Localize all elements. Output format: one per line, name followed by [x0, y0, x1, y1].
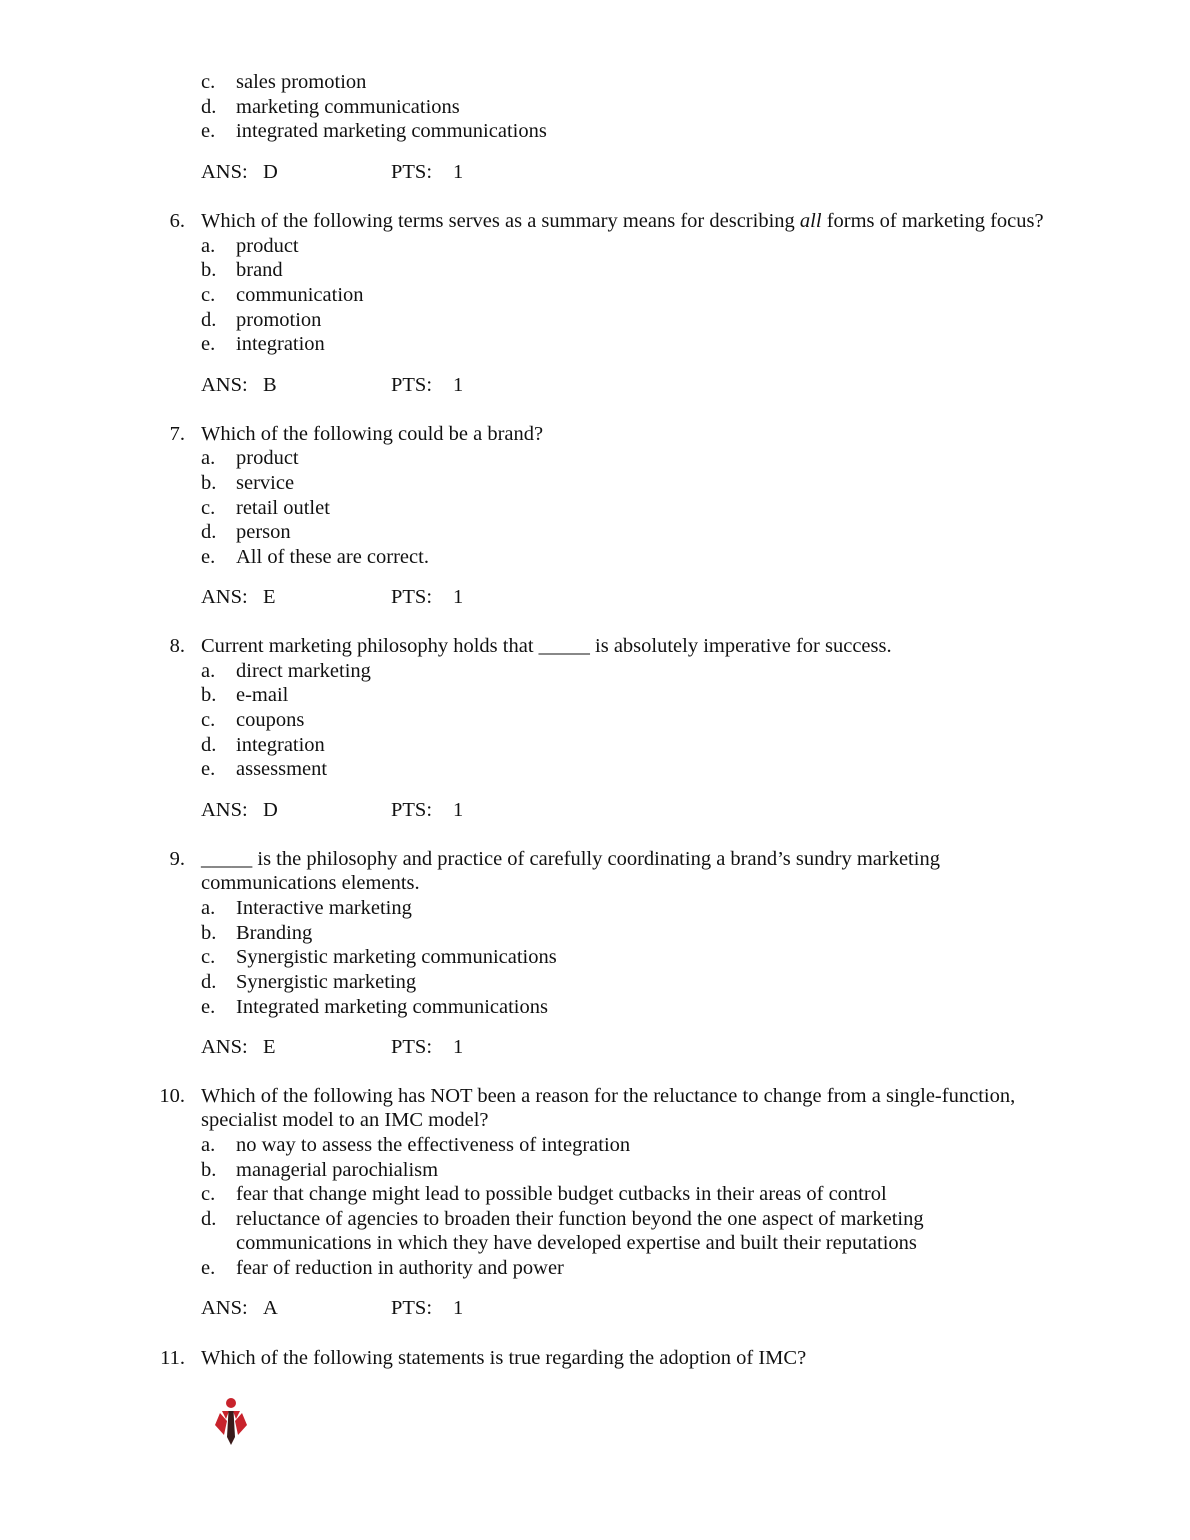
points-value: 1 — [453, 586, 464, 608]
option-letter: e. — [201, 546, 216, 568]
answer-label: ANS: — [201, 1297, 248, 1319]
points-label: PTS: — [391, 1036, 433, 1058]
points-label: PTS: — [391, 586, 433, 608]
option-letter: a. — [201, 660, 216, 682]
question-text: Which of the following could be a brand? — [201, 423, 544, 445]
option-letter: c. — [201, 497, 216, 519]
option-text: marketing communications — [236, 96, 460, 118]
option-letter: a. — [201, 235, 216, 257]
option-letter: b. — [201, 472, 217, 494]
option-letter: e. — [201, 1257, 216, 1279]
option-letter: d. — [201, 971, 217, 993]
question-text-line: specialist model to an IMC model? — [201, 1109, 489, 1131]
option-letter: d. — [201, 309, 217, 331]
points-value: 1 — [453, 799, 464, 821]
option-letter: b. — [201, 1159, 217, 1181]
logo-tie — [227, 1411, 235, 1445]
option-text: retail outlet — [236, 497, 330, 519]
points-value: 1 — [453, 161, 464, 183]
points-label: PTS: — [391, 1297, 433, 1319]
option-text: managerial parochialism — [236, 1159, 439, 1181]
question-number: 9. — [169, 848, 185, 870]
option-letter: b. — [201, 259, 217, 281]
question-number: 10. — [159, 1085, 185, 1107]
option-letter: a. — [201, 447, 216, 469]
option-letter: e. — [201, 996, 216, 1018]
answer-label: ANS: — [201, 161, 248, 183]
option-text: assessment — [236, 758, 328, 780]
option-letter: b. — [201, 922, 217, 944]
option-letter: d. — [201, 1208, 217, 1230]
question-text — [201, 209, 1044, 233]
logo-graphic — [212, 1397, 250, 1447]
answer-label: ANS: — [201, 799, 248, 821]
option-text: integration — [236, 734, 325, 756]
answer-label: ANS: — [201, 586, 248, 608]
answer-value: D — [263, 799, 278, 821]
option-letter: c. — [201, 284, 216, 306]
answer-value: D — [263, 161, 278, 183]
option-text: product — [236, 235, 299, 257]
question-text-line: Which of the following has NOT been a reason for the reluctance to change from a single-function, — [201, 1085, 1016, 1107]
question-text-line: communications elements. — [201, 872, 420, 894]
option-letter: a. — [201, 1134, 216, 1156]
option-letter: c. — [201, 71, 216, 93]
option-text: person — [236, 521, 291, 543]
answer-label: ANS: — [201, 1036, 248, 1058]
option-letter: c. — [201, 946, 216, 968]
option-text: promotion — [236, 309, 322, 331]
option-text: Integrated marketing communications — [236, 996, 548, 1018]
option-letter: b. — [201, 684, 217, 706]
option-text: Branding — [236, 922, 313, 944]
option-text: reluctance of agencies to broaden their function beyond the one aspect of marketing — [236, 1208, 924, 1230]
question-number: 11. — [160, 1347, 185, 1369]
option-text: communication — [236, 284, 364, 306]
option-text: service — [236, 472, 295, 494]
points-label: PTS: — [391, 161, 433, 183]
question-text-emphasis: all — [799, 210, 822, 232]
question-text-line: _____ is the philosophy and practice of carefully coordinating a brand’s sundry marketing — [201, 848, 940, 870]
option-letter: d. — [201, 96, 217, 118]
option-text: fear that change might lead to possible budget cutbacks in their areas of control — [236, 1183, 887, 1205]
answer-value: A — [263, 1297, 278, 1319]
points-value: 1 — [453, 1036, 464, 1058]
person-tie-logo-icon — [212, 1397, 250, 1447]
answer-value: E — [263, 1036, 276, 1058]
option-letter: d. — [201, 734, 217, 756]
option-text: Synergistic marketing communications — [236, 946, 557, 968]
option-text: All of these are correct. — [236, 546, 429, 568]
option-text: sales promotion — [236, 71, 367, 93]
option-letter: d. — [201, 521, 217, 543]
option-letter: c. — [201, 1183, 216, 1205]
option-text: Synergistic marketing — [236, 971, 417, 993]
option-letter: c. — [201, 709, 216, 731]
option-text: coupons — [236, 709, 305, 731]
option-letter: a. — [201, 897, 216, 919]
option-text-continuation: communications in which they have developed expertise and built their reputations — [236, 1232, 917, 1254]
option-text: integrated marketing communications — [236, 120, 547, 142]
points-value: 1 — [453, 374, 464, 396]
answer-label: ANS: — [201, 374, 248, 396]
option-text: integration — [236, 333, 325, 355]
points-value: 1 — [453, 1297, 464, 1319]
option-letter: e. — [201, 758, 216, 780]
option-letter: e. — [201, 120, 216, 142]
option-text: brand — [236, 259, 283, 281]
option-text: Interactive marketing — [236, 897, 412, 919]
option-text: e-mail — [236, 684, 289, 706]
option-text: product — [236, 447, 299, 469]
option-text: no way to assess the effectiveness of integration — [236, 1134, 631, 1156]
question-number: 7. — [169, 423, 185, 445]
logo-head — [226, 1398, 236, 1408]
points-label: PTS: — [391, 374, 433, 396]
answer-value: E — [263, 586, 276, 608]
question-text-part: Which of the following terms serves as a summary means for describing — [201, 210, 800, 232]
question-text: Which of the following statements is true regarding the adoption of IMC? — [201, 1347, 807, 1369]
question-number: 8. — [169, 635, 185, 657]
question-text: Current marketing philosophy holds that _____ is absolutely imperative for success. — [201, 635, 892, 657]
option-text: direct marketing — [236, 660, 371, 682]
answer-value: B — [263, 374, 277, 396]
option-text: fear of reduction in authority and power — [236, 1257, 564, 1279]
question-number: 6. — [169, 210, 185, 232]
points-label: PTS: — [391, 799, 433, 821]
option-letter: e. — [201, 333, 216, 355]
question-text-part: forms of marketing focus? — [821, 210, 1044, 232]
